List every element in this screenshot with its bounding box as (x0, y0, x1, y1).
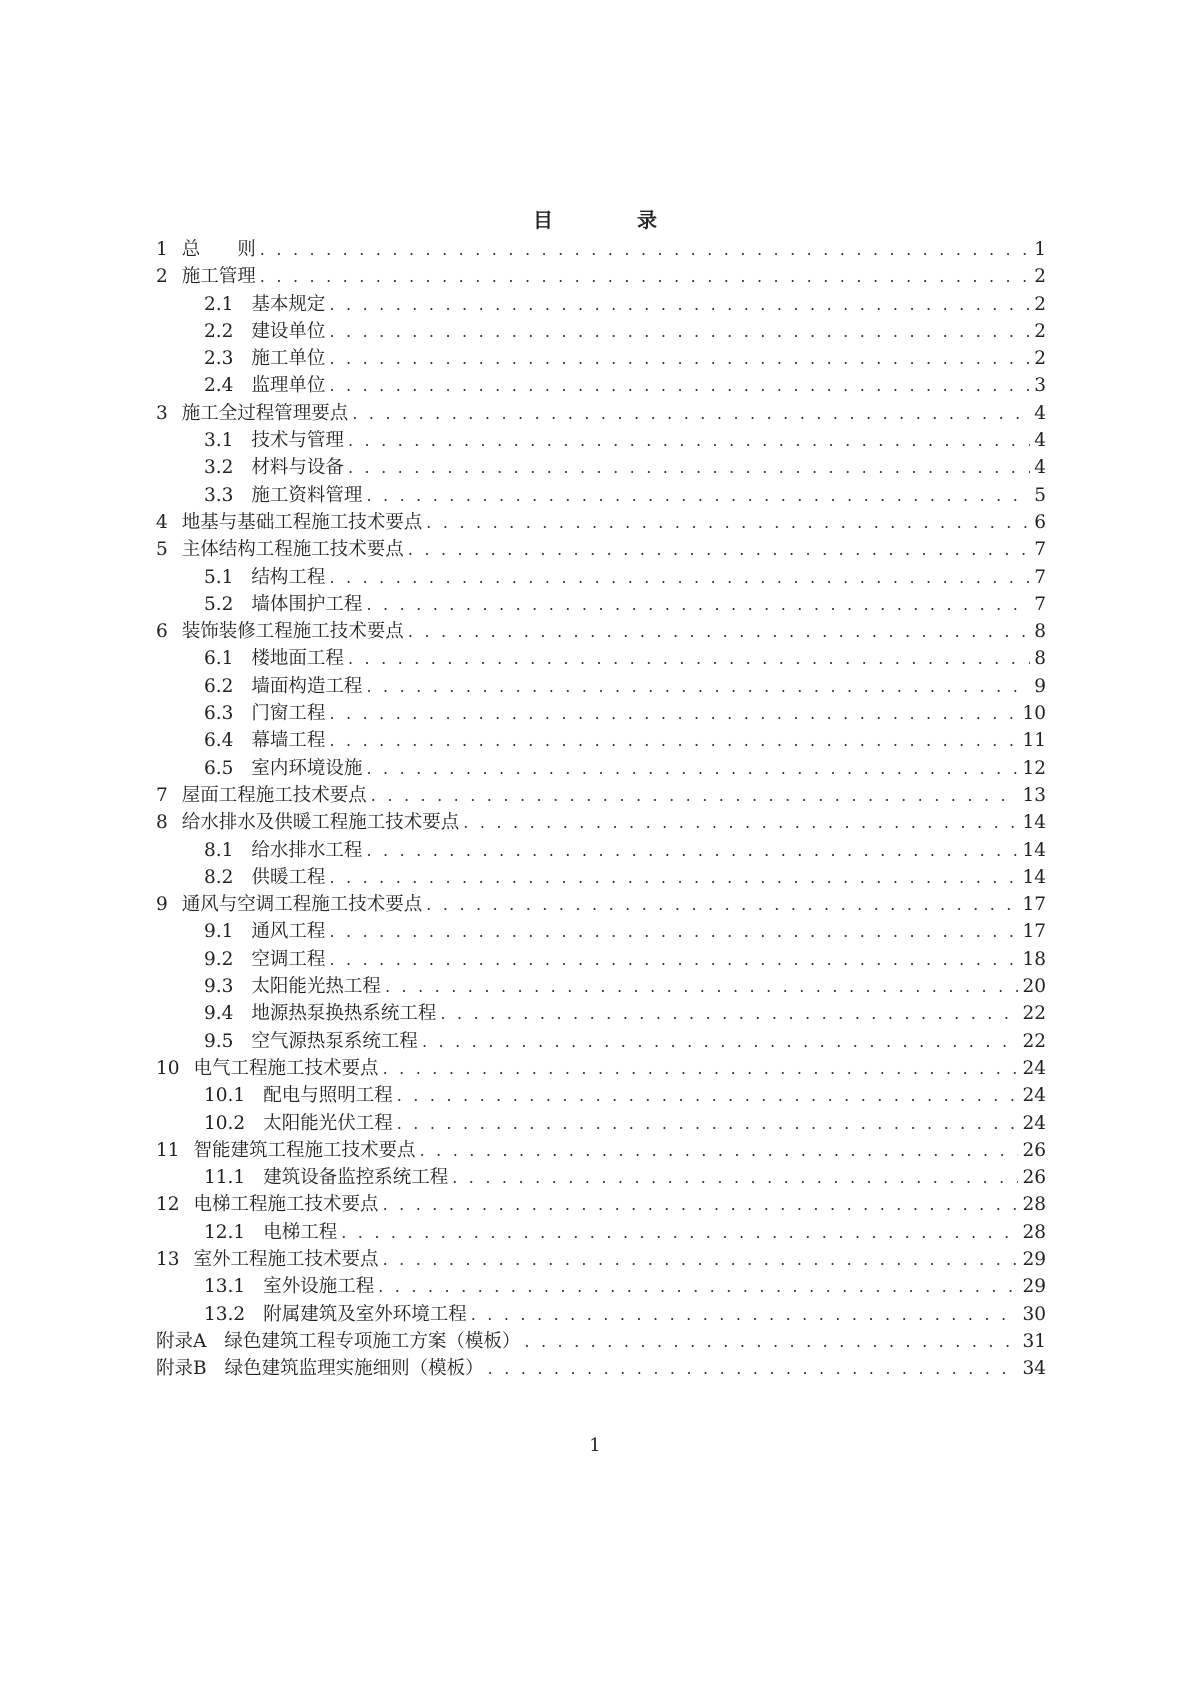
toc-entry-label: 材料与设备 (251, 457, 344, 479)
toc-entry-page: 31 (1022, 1330, 1046, 1352)
toc-entry-number: 9.5 (204, 1030, 234, 1052)
toc-entry-label: 监理单位 (251, 375, 326, 397)
toc-entry-page: 2 (1034, 348, 1046, 370)
toc-entry-number: 2.1 (204, 293, 234, 315)
toc-entry-page: 6 (1034, 511, 1046, 533)
toc-entry-number: 3.2 (204, 457, 234, 479)
toc-entry-number: 6 (156, 621, 168, 643)
toc-dot-leader (329, 318, 1030, 345)
toc-entry[interactable] (156, 591, 1046, 618)
toc-entry[interactable] (156, 864, 1046, 891)
toc-entry-number: 3.1 (204, 430, 234, 452)
toc-dot-leader (348, 427, 1030, 454)
toc-entry[interactable] (156, 372, 1046, 399)
toc-dot-leader (366, 755, 1018, 782)
toc-entry-number: 10 (156, 1057, 180, 1079)
toc-entry-page: 30 (1022, 1303, 1046, 1325)
toc-dot-leader (426, 891, 1018, 918)
toc-entry[interactable] (156, 427, 1046, 454)
toc-entry[interactable] (156, 782, 1046, 809)
toc-entry-number: 8 (156, 812, 168, 834)
toc-entry[interactable] (156, 1191, 1046, 1218)
toc-entry[interactable] (156, 1301, 1046, 1328)
toc-entry-page: 28 (1022, 1194, 1046, 1216)
toc-entry[interactable] (156, 1219, 1046, 1246)
toc-entry-label: 空调工程 (251, 948, 326, 970)
toc-entry[interactable] (156, 1000, 1046, 1027)
toc-entry-number: 6.3 (204, 703, 234, 725)
toc-entry-label: 墙面构造工程 (251, 675, 363, 697)
toc-entry[interactable] (156, 946, 1046, 973)
toc-entry[interactable] (156, 1137, 1046, 1164)
toc-dot-leader (383, 1191, 1019, 1218)
toc-entry-page: 24 (1022, 1085, 1046, 1107)
toc-entry[interactable] (156, 1082, 1046, 1109)
toc-entry-label: 技术与管理 (251, 430, 344, 452)
toc-entry-page: 10 (1022, 703, 1046, 725)
toc-entry-page: 29 (1022, 1248, 1046, 1270)
toc-entry-number: 8.2 (204, 866, 234, 888)
toc-entry-page: 5 (1034, 484, 1046, 506)
toc-entry-label: 给水排水及供暖工程施工技术要点 (181, 812, 460, 834)
toc-entry-label: 地源热泵换热系统工程 (251, 1003, 437, 1025)
toc-entry-page: 8 (1034, 621, 1046, 643)
toc-dot-leader (397, 1110, 1019, 1137)
toc-dot-leader (329, 700, 1018, 727)
toc-dot-leader (348, 454, 1030, 481)
toc-entry[interactable] (156, 1055, 1046, 1082)
toc-entry[interactable] (156, 645, 1046, 672)
toc-entry-number: 附录B (156, 1358, 207, 1380)
toc-entry-page: 18 (1022, 948, 1046, 970)
toc-entry-label: 施工全过程管理要点 (181, 402, 349, 424)
toc-entry-label: 太阳能光伏工程 (263, 1112, 393, 1134)
toc-entry-label: 附属建筑及室外环境工程 (263, 1303, 467, 1325)
toc-entry[interactable] (156, 536, 1046, 563)
toc-entry-page: 14 (1022, 812, 1046, 834)
toc-entry-label: 总 则 (181, 239, 256, 260)
toc-dot-leader (471, 1301, 1019, 1328)
toc-entry-number: 13.2 (204, 1303, 246, 1325)
toc-entry[interactable] (156, 618, 1046, 645)
toc-entry[interactable] (156, 755, 1046, 782)
toc-dot-leader (385, 973, 1019, 1000)
toc-entry-label: 通风工程 (251, 921, 326, 943)
toc-dot-leader (329, 864, 1018, 891)
toc-entry[interactable] (156, 1246, 1046, 1273)
toc-entry[interactable] (156, 291, 1046, 318)
toc-entry-number: 4 (156, 511, 168, 533)
toc-entry-page: 24 (1022, 1112, 1046, 1134)
toc-entry[interactable] (156, 263, 1046, 290)
toc-dot-leader (488, 1355, 1019, 1382)
toc-entry-label: 地基与基础工程施工技术要点 (181, 511, 423, 533)
toc-entry-label: 给水排水工程 (251, 839, 363, 861)
toc-entry-number: 13 (156, 1248, 180, 1270)
toc-entry-label: 建筑设备监控系统工程 (263, 1167, 449, 1189)
toc-entry-number: 1 (156, 239, 168, 260)
toc-dot-leader (383, 1246, 1019, 1273)
toc-entry-page: 22 (1022, 1003, 1046, 1025)
toc-dot-leader (352, 400, 1030, 427)
toc-entry[interactable] (156, 482, 1046, 509)
toc-entry-label: 太阳能光热工程 (251, 976, 381, 998)
toc-entry-number: 8.1 (204, 839, 234, 861)
toc-entry-label: 室内环境设施 (251, 757, 363, 779)
toc-entry[interactable] (156, 918, 1046, 945)
toc-dot-leader (260, 236, 1030, 263)
toc-entry-label: 电梯工程 (263, 1221, 338, 1243)
toc-dot-leader (329, 372, 1030, 399)
toc-dot-leader (341, 1219, 1018, 1246)
toc-dot-leader (371, 782, 1019, 809)
toc-entry-number: 2.2 (204, 320, 234, 342)
toc-entry[interactable] (156, 700, 1046, 727)
toc-entry-label: 主体结构工程施工技术要点 (181, 539, 404, 561)
page-number: 1 (589, 1435, 601, 1456)
toc-entry-number: 10.1 (204, 1085, 246, 1107)
toc-entry-label: 楼地面工程 (251, 648, 344, 670)
toc-dot-leader (329, 291, 1030, 318)
toc-dot-leader (408, 618, 1030, 645)
toc-entry[interactable] (156, 1328, 1046, 1355)
toc-entry-number: 5.2 (204, 593, 234, 615)
toc-entry-label: 屋面工程施工技术要点 (181, 784, 367, 806)
toc-dot-leader (348, 645, 1030, 672)
toc-entry-label: 供暖工程 (251, 866, 326, 888)
toc-entry-number: 6.5 (204, 757, 234, 779)
toc-entry-page: 11 (1022, 730, 1046, 752)
toc-dot-leader (378, 1273, 1018, 1300)
toc-dot-leader (329, 564, 1030, 591)
toc-dot-leader (383, 1055, 1019, 1082)
toc-entry-page: 7 (1034, 566, 1046, 588)
toc-entry-page: 9 (1034, 675, 1046, 697)
toc-entry-number: 6.2 (204, 675, 234, 697)
toc-entry-label: 智能建筑工程施工技术要点 (193, 1139, 416, 1161)
toc-entry-page: 13 (1022, 784, 1046, 806)
toc-dot-leader (420, 1137, 1019, 1164)
toc-entry-label: 结构工程 (251, 566, 326, 588)
toc-entry-label: 施工单位 (251, 348, 326, 370)
toc-entry-number: 6.4 (204, 730, 234, 752)
toc-entry[interactable] (156, 318, 1046, 345)
toc-entry-number: 3.3 (204, 484, 234, 506)
toc-dot-leader (329, 946, 1018, 973)
toc-entry[interactable] (156, 1355, 1046, 1382)
toc-dot-leader (366, 482, 1030, 509)
toc-entry-number: 5.1 (204, 566, 234, 588)
toc-entry-label: 室外设施工程 (263, 1276, 375, 1298)
toc-entry-number: 附录A (156, 1330, 207, 1352)
toc-entry-label: 施工管理 (181, 266, 256, 288)
toc-entry-page: 28 (1022, 1221, 1046, 1243)
toc-entry-number: 2.4 (204, 375, 234, 397)
toc-entry-number: 11 (156, 1139, 180, 1161)
toc-dot-leader (426, 509, 1030, 536)
toc-entry-page: 7 (1034, 539, 1046, 561)
toc-entry-label: 电气工程施工技术要点 (193, 1057, 379, 1079)
toc-entry-page: 3 (1034, 375, 1046, 397)
toc-entry-page: 2 (1034, 293, 1046, 315)
toc-entry[interactable] (156, 236, 1046, 263)
toc-entry-page: 29 (1022, 1276, 1046, 1298)
toc-entry-label: 建设单位 (251, 320, 326, 342)
toc-entry-page: 22 (1022, 1030, 1046, 1052)
toc-entry[interactable] (156, 564, 1046, 591)
toc-entry-number: 9 (156, 894, 168, 916)
toc-entry[interactable] (156, 891, 1046, 918)
toc-dot-leader (397, 1082, 1019, 1109)
toc-dot-leader (524, 1328, 1018, 1355)
toc-entry-label: 绿色建筑工程专项施工方案（模板） (224, 1330, 521, 1352)
toc-dot-leader (260, 263, 1030, 290)
toc-entry-number: 2 (156, 266, 168, 288)
toc-entry-number: 12 (156, 1194, 180, 1216)
toc-entry-page: 12 (1022, 757, 1046, 779)
toc-dot-leader (366, 673, 1030, 700)
toc-entry-number: 2.3 (204, 348, 234, 370)
toc-dot-leader (440, 1000, 1018, 1027)
toc-title: 目 录 (533, 208, 689, 232)
toc-entry-page: 24 (1022, 1057, 1046, 1079)
toc-entry[interactable] (156, 509, 1046, 536)
toc-entry-number: 6.1 (204, 648, 234, 670)
toc-entry-number: 9.3 (204, 976, 234, 998)
toc-entry-page: 4 (1034, 457, 1046, 479)
toc-entry-label: 施工资料管理 (251, 484, 363, 506)
toc-entry-label: 通风与空调工程施工技术要点 (181, 894, 423, 916)
toc-entry-page: 1 (1034, 239, 1046, 260)
toc-dot-leader (422, 1028, 1019, 1055)
toc-entry-number: 13.1 (204, 1276, 246, 1298)
toc-entry[interactable] (156, 973, 1046, 1000)
toc-entry-number: 7 (156, 784, 168, 806)
toc-entry[interactable] (156, 1273, 1046, 1300)
toc-entry-page: 7 (1034, 593, 1046, 615)
toc-entry[interactable] (156, 400, 1046, 427)
toc-entry-page: 4 (1034, 402, 1046, 424)
toc-entry-label: 配电与照明工程 (263, 1085, 393, 1107)
toc-entry-page: 26 (1022, 1139, 1046, 1161)
table-of-contents (156, 236, 1046, 1382)
toc-entry-number: 11.1 (204, 1167, 246, 1189)
toc-dot-leader (408, 536, 1030, 563)
toc-entry-page: 20 (1022, 976, 1046, 998)
toc-entry-page: 14 (1022, 866, 1046, 888)
toc-dot-leader (366, 837, 1018, 864)
toc-entry[interactable] (156, 1028, 1046, 1055)
toc-entry-label: 门窗工程 (251, 703, 326, 725)
toc-dot-leader (463, 809, 1018, 836)
toc-entry[interactable] (156, 345, 1046, 372)
toc-entry[interactable] (156, 673, 1046, 700)
toc-entry-label: 电梯工程施工技术要点 (193, 1194, 379, 1216)
toc-entry[interactable] (156, 1110, 1046, 1137)
toc-entry-number: 10.2 (204, 1112, 246, 1134)
toc-entry-page: 26 (1022, 1167, 1046, 1189)
toc-entry[interactable] (156, 809, 1046, 836)
toc-entry-label: 绿色建筑监理实施细则（模板） (224, 1358, 484, 1380)
toc-dot-leader (329, 918, 1018, 945)
toc-entry[interactable] (156, 1164, 1046, 1191)
toc-dot-leader (329, 345, 1030, 372)
toc-dot-leader (452, 1164, 1018, 1191)
toc-dot-leader (366, 591, 1030, 618)
toc-entry-number: 12.1 (204, 1221, 246, 1243)
toc-entry-number: 9.1 (204, 921, 234, 943)
toc-dot-leader (329, 727, 1018, 754)
toc-entry-label: 装饰装修工程施工技术要点 (181, 621, 404, 643)
toc-entry-label: 基本规定 (251, 293, 326, 315)
toc-entry-label: 室外工程施工技术要点 (193, 1248, 379, 1270)
toc-entry[interactable] (156, 454, 1046, 481)
toc-entry-number: 9.4 (204, 1003, 234, 1025)
toc-entry-page: 2 (1034, 266, 1046, 288)
toc-entry-page: 34 (1022, 1358, 1046, 1380)
toc-entry-number: 9.2 (204, 948, 234, 970)
toc-entry-label: 墙体围护工程 (251, 593, 363, 615)
toc-entry-number: 3 (156, 402, 168, 424)
toc-entry-page: 17 (1022, 894, 1046, 916)
toc-entry-page: 17 (1022, 921, 1046, 943)
toc-entry-page: 2 (1034, 320, 1046, 342)
toc-entry-label: 幕墙工程 (251, 730, 326, 752)
toc-entry[interactable] (156, 727, 1046, 754)
toc-entry-page: 8 (1034, 648, 1046, 670)
toc-entry-page: 14 (1022, 839, 1046, 861)
toc-entry-number: 5 (156, 539, 168, 561)
toc-entry-page: 4 (1034, 430, 1046, 452)
toc-entry[interactable] (156, 837, 1046, 864)
toc-entry-label: 空气源热泵系统工程 (251, 1030, 418, 1052)
